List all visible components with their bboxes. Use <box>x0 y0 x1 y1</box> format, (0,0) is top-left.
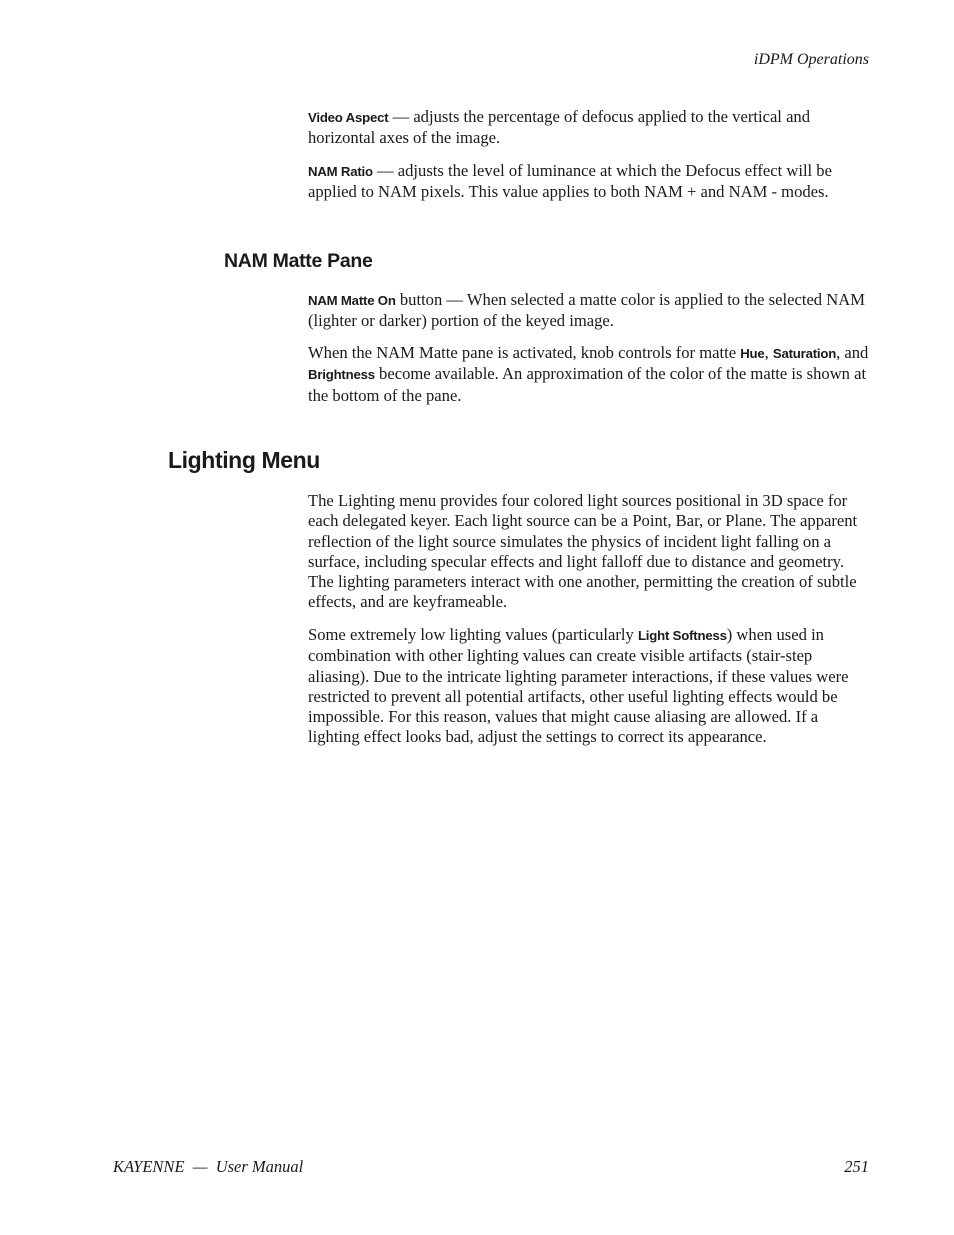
lighting-intro-text: The Lighting menu provides four colored light sources positional in 3D space for each delegated keyer. Each light source can be a Point, Bar, or Plane. The apparent reflection of the light source simulates the physics of incident light falling on a surface, including specular effects and light falloff due to distance and geometry. The lighting parameters interact with one another, permitting the creation of subtle effects, and are keyframeable. <box>308 491 858 612</box>
hue-term: Hue <box>740 346 765 361</box>
nam-matte-on-term: NAM Matte On <box>308 293 396 308</box>
controls-text-2: become available. An approximation of the color of the matte is shown at the bottom of the pane. <box>308 364 867 405</box>
nam-ratio-text: — adjusts the level of luminance at which the Defocus effect will be applied to NAM pixels. This value applies to both NAM + and NAM - modes. <box>308 161 832 202</box>
lighting-menu-heading: Lighting Menu <box>168 447 320 473</box>
nam-matte-pane-heading: NAM Matte Pane <box>224 250 373 272</box>
artifacts-text-2: ) when used in combination with other lighting values can create visible artifacts (stair-step aliasing). Due to the intricate lighting parameter interactions, if these values were restricted to prevent all potential artifacts, other useful lighting effects would be impossible. For this reason, values that might cause aliasing are allowed. If a lighting effect looks bad, adjust the settings to correct its appearance. <box>308 625 849 747</box>
light-softness-term: Light Softness <box>637 628 727 643</box>
nam-ratio-term: NAM Ratio <box>308 164 373 179</box>
video-aspect-term: Video Aspect <box>308 110 389 125</box>
nam-matte-on-text: button — When selected a matte color is applied to the selected NAM (lighter or darker) portion of the keyed image. <box>308 290 865 331</box>
footer-page-number: 251 <box>844 1157 869 1176</box>
nam-ratio-paragraph <box>308 161 870 203</box>
saturation-term: Saturation <box>772 346 837 361</box>
video-aspect-paragraph <box>308 107 870 149</box>
lighting-intro-paragraph <box>308 491 870 613</box>
brightness-term: Brightness <box>308 367 375 383</box>
controls-text-1: When the NAM Matte pane is activated, knob controls for matte <box>308 343 741 362</box>
nam-matte-on-paragraph <box>308 290 870 332</box>
controls-sep-1: , <box>764 343 773 362</box>
artifacts-text-1: Some extremely low lighting values (particularly <box>308 625 638 644</box>
lighting-artifacts-paragraph <box>308 625 870 748</box>
page-header-section: iDPM Operations <box>753 51 869 68</box>
controls-sep-2: , and <box>836 343 869 362</box>
footer-manual-title: KAYENNE — User Manual <box>113 1157 304 1176</box>
nam-matte-controls-paragraph <box>308 343 870 406</box>
video-aspect-text: — adjusts the percentage of defocus applied to the vertical and horizontal axes of the image. <box>308 107 811 148</box>
